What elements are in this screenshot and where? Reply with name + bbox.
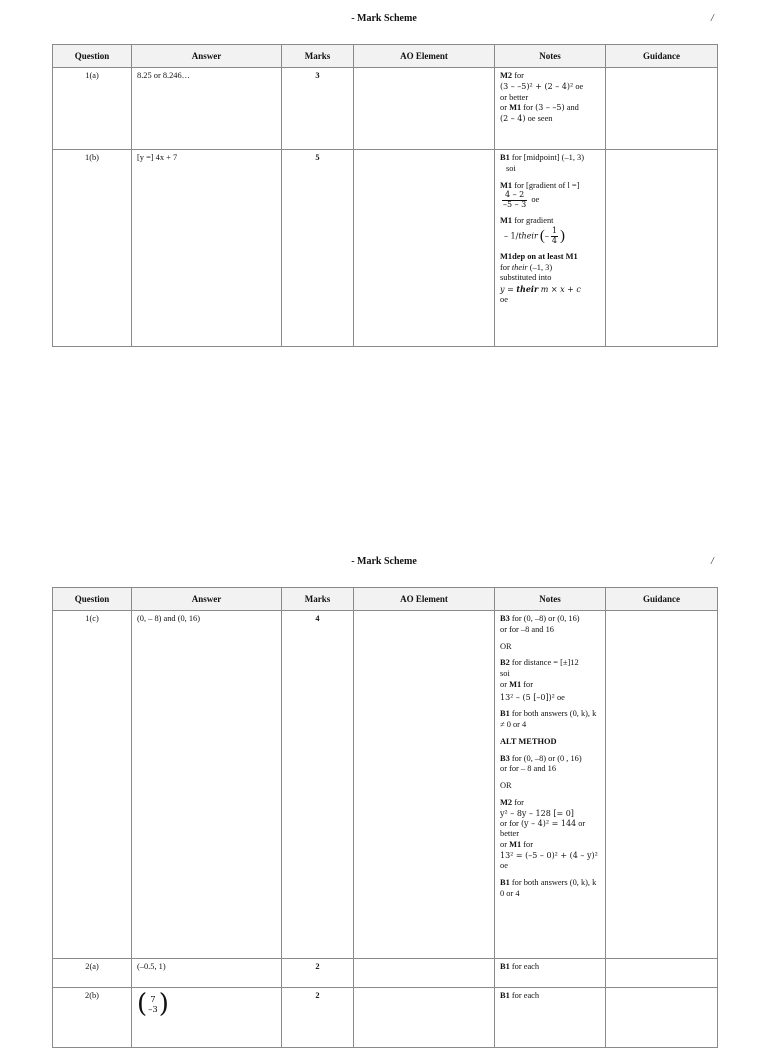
notes-cell: B1 for [midpoint] (–1, 3) soi M1 for [gradient of l =] $\frac{4 - 2}{-5 - 3}$ oe M1 for gradient – 1/their (– $\frac{1}{4}$ ) M1dep on at least M1 for their (–1, 3) substituted into y = their m × x + c oe	[495, 150, 606, 347]
col-header-notes: Notes	[495, 45, 606, 68]
ao-element-cell	[354, 611, 495, 959]
ao-element-cell	[354, 959, 495, 988]
col-header-guidance: Guidance	[606, 588, 718, 611]
notes-cell: M2 for (3 – –5)² + (2 – 4)² oe or better or M1 for (3 – –5) and (2 – 4) oe seen	[495, 68, 606, 150]
answer-vector: ( 7 –3 )	[137, 989, 169, 1019]
guidance-cell	[606, 150, 718, 347]
guidance-cell	[606, 611, 718, 959]
question-cell: 2(b)	[53, 988, 132, 1048]
table-row	[53, 150, 718, 347]
marks-cell: 2	[282, 988, 354, 1048]
table-header-row	[53, 45, 718, 68]
table-row	[53, 611, 718, 959]
mark-scheme-table	[52, 44, 718, 347]
answer-cell: 8.25 or 8.246…	[132, 68, 282, 150]
col-header-guidance: Guidance	[606, 45, 718, 68]
col-header-notes: Notes	[495, 588, 606, 611]
question-cell: 1(c)	[53, 611, 132, 959]
notes-cell: B1 for each	[495, 959, 606, 988]
guidance-cell	[606, 988, 718, 1048]
page-header	[0, 556, 768, 572]
marks-cell: 5	[282, 150, 354, 347]
answer-cell: (0, – 8) and (0, 16)	[132, 611, 282, 959]
page-header	[0, 13, 768, 29]
table-header-row	[53, 588, 718, 611]
col-header-answer: Answer	[132, 45, 282, 68]
col-header-marks: Marks	[282, 588, 354, 611]
table-row	[53, 68, 718, 150]
marks-cell: 3	[282, 68, 354, 150]
ao-element-cell	[354, 68, 495, 150]
col-header-question: Question	[53, 45, 132, 68]
answer-cell	[132, 988, 282, 1048]
ao-element-cell	[354, 988, 495, 1048]
page-title: - Mark Scheme	[351, 556, 417, 567]
guidance-cell	[606, 959, 718, 988]
mark-scheme-table	[52, 587, 718, 1048]
col-header-answer: Answer	[132, 588, 282, 611]
page-marker: /	[711, 13, 714, 24]
page-2	[0, 543, 768, 1024]
marks-cell: 2	[282, 959, 354, 988]
table-row	[53, 988, 718, 1048]
notes-cell: B3 for (0, –8) or (0, 16) or for –8 and 16 OR B2 for distance = [±]12 soi or M1 for 13² – (5 [–0])² oe B1 for both answers (0, k), k ≠ 0 or 4 ALT METHOD B3 for (0, –8) or (0 , 16) or for – 8 and 16 OR M2 for y² – 8y – 128 [= 0] or for (y – 4)² = 144 or better or M1 for 13² = (–5 – 0)² + (4 – y)² oe B1 for both answers (0, k), k 0 or 4	[495, 611, 606, 959]
answer-cell: [y =] 4x + 7	[132, 150, 282, 347]
page-1	[0, 0, 768, 512]
gradient-fraction: $\frac{4 - 2}{-5 - 3}$	[503, 190, 527, 210]
table-row	[53, 959, 718, 988]
col-header-ao-element: AO Element	[354, 45, 495, 68]
col-header-question: Question	[53, 588, 132, 611]
guidance-cell	[606, 68, 718, 150]
page-title: - Mark Scheme	[351, 13, 417, 24]
notes-cell: B1 for each	[495, 988, 606, 1048]
col-header-ao-element: AO Element	[354, 588, 495, 611]
page-marker: /	[711, 556, 714, 567]
col-header-marks: Marks	[282, 45, 354, 68]
ao-element-cell	[354, 150, 495, 347]
question-cell: 2(a)	[53, 959, 132, 988]
question-cell: 1(a)	[53, 68, 132, 150]
answer-cell: (–0.5, 1)	[132, 959, 282, 988]
question-cell: 1(b)	[53, 150, 132, 347]
quarter-fraction: $\frac{1}{4}$	[551, 225, 557, 245]
marks-cell: 4	[282, 611, 354, 959]
